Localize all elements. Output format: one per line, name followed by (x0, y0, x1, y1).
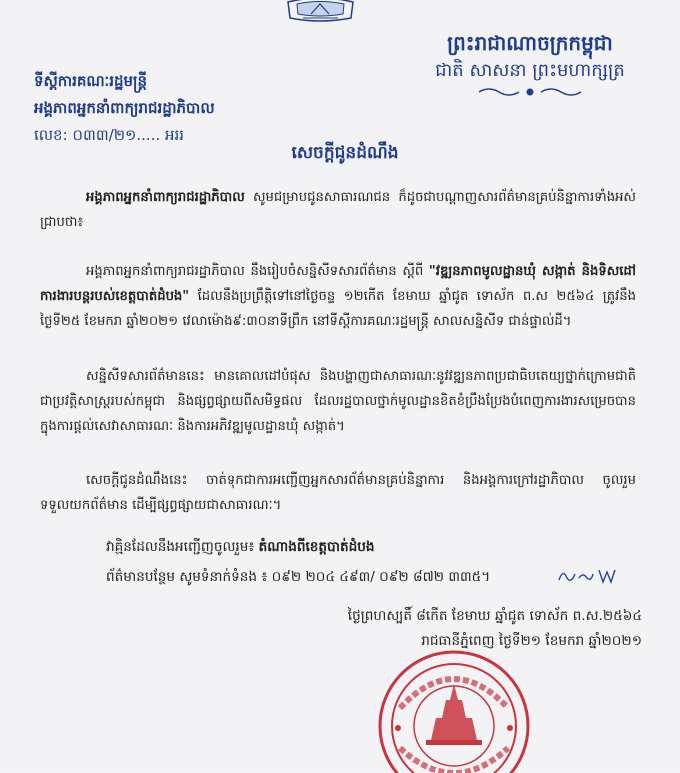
lunar-date: ថ្ងៃព្រហស្បតិ៍ ៨កើត ខែមាឃ ឆ្នាំជូត ទោស័ក ព.ស.២៥៦៤ (347, 608, 642, 624)
reference-number: លេខ: ០៣៣/២១..... អររ (34, 126, 185, 144)
document-title: សេចក្ដីជូនដំណឹង (291, 143, 399, 163)
paragraph-invitation (40, 468, 636, 518)
paragraph-intro (40, 185, 636, 235)
intro-text: សូមជម្រាបជូនសាធារណជន ក៏ដូចជាបណ្ដាញសារព័ត៌មានគ្រប់និន្នាការទាំងអស់ជ្រាបថា៖ (40, 190, 636, 230)
solar-date: រាជធានីភ្នំពេញ ថ្ងៃទី២១ ខែមករា ឆ្នាំ២០២១ (421, 633, 642, 649)
divider-ornament-icon (475, 86, 585, 98)
handwritten-initials-icon (557, 566, 617, 586)
event-topic: "វឌ្ឍនភាពមូលដ្ឋានឃុំ សង្កាត់ និងទិសដៅការងារបន្តរបស់ខេត្តបាត់ដំបង" (40, 264, 636, 304)
invitation-text: សេចក្ដីជូនដំណឹងនេះ ចាត់ទុកជាការអញ្ជើញអ្នកសារព័ត៌មានគ្រប់និន្នាការ និងអង្គការក្រៅរដ្ឋាភិបាល ចូលរួមទទួលយកព័ត៌មាន ដើម្បីផ្សព្វផ្សាយជាសាធារណៈ។ (40, 473, 636, 513)
national-motto: ជាតិ សាសនា ព្រះមហាក្សត្រ (435, 60, 625, 81)
event-text-b: ដែលនឹងប្រព្រឹត្តិទៅនៅថ្ងៃចន្ទ ១២កើត ខែមាឃ ឆ្នាំជូត ទោស័ក ព.ស ២៥៦៤ ត្រូវនឹងថ្ងៃទី២៥ ខែមករា ឆ្នាំ២០២១ វេលាម៉ោង៩:៣០នាទីព្រឹក នៅទីស្ដីការគណៈរដ្ឋមន្ត្រី សាលសន្និសីទ ជាន់ផ្ទាល់ដី។ (40, 289, 636, 329)
guest-label: វាគ្មិនដែលនឹងអញ្ជើញចូលរួម៖ (106, 539, 259, 555)
event-text-a: អង្គភាពអ្នកនាំពាក្យរាជរដ្ឋាភិបាល នឹងរៀបចំសន្និសីទសារព័ត៌មាន ស្ដីពី (86, 264, 429, 279)
sender-name-bold: អង្គភាពអ្នកនាំពាក្យរាជរដ្ឋាភិបាល (86, 190, 245, 205)
royal-emblem-icon (283, 0, 358, 22)
official-seal-icon (376, 648, 532, 773)
sender-ministry: ទីស្ដីការគណៈរដ្ឋមន្ត្រី (34, 72, 148, 90)
paragraph-purpose (40, 364, 636, 439)
guest-value: តំណាងពីខេត្តបាត់ដំបង (258, 539, 375, 555)
paragraph-event (40, 259, 636, 334)
guest-speaker-line (106, 538, 375, 558)
sender-unit: អង្គភាពអ្នកនាំពាក្យរាជរដ្ឋាភិបាល (34, 99, 215, 117)
purpose-text: សន្និសីទសារព័ត៌មាននេះ មានគោលដៅបំផុស និងបង្ហាញជាសាធារណៈនូវវឌ្ឍនភាពប្រជាធិបតេយ្យថ្នាក់ក្រោមជាតិ ជាប្រវត្តិសាស្ត្ររបស់កម្ពុជា និងផ្សព្វផ្សាយពីសមិទ្ធផល ដែលរដ្ឋបាលថ្នាក់មូលដ្ឋានខិតខំប្រឹងប្រែងបំពេញការងារសម្រេចបាន ក្នុងការផ្ដល់សេវាសាធារណៈ និងការអភិវឌ្ឍមូលដ្ឋានឃុំ សង្កាត់។ (40, 369, 636, 434)
kingdom-heading: ព្រះរាជាណាចក្រកម្ពុជា (447, 31, 613, 55)
contact-line: ព័ត៌មានបន្ថែម សូមទំនាក់ទំនង ៖ ០៩២ ២០៤ ៤៩៣/ ០៩២ ៨៧២ ៣៣៥។ (106, 569, 491, 585)
